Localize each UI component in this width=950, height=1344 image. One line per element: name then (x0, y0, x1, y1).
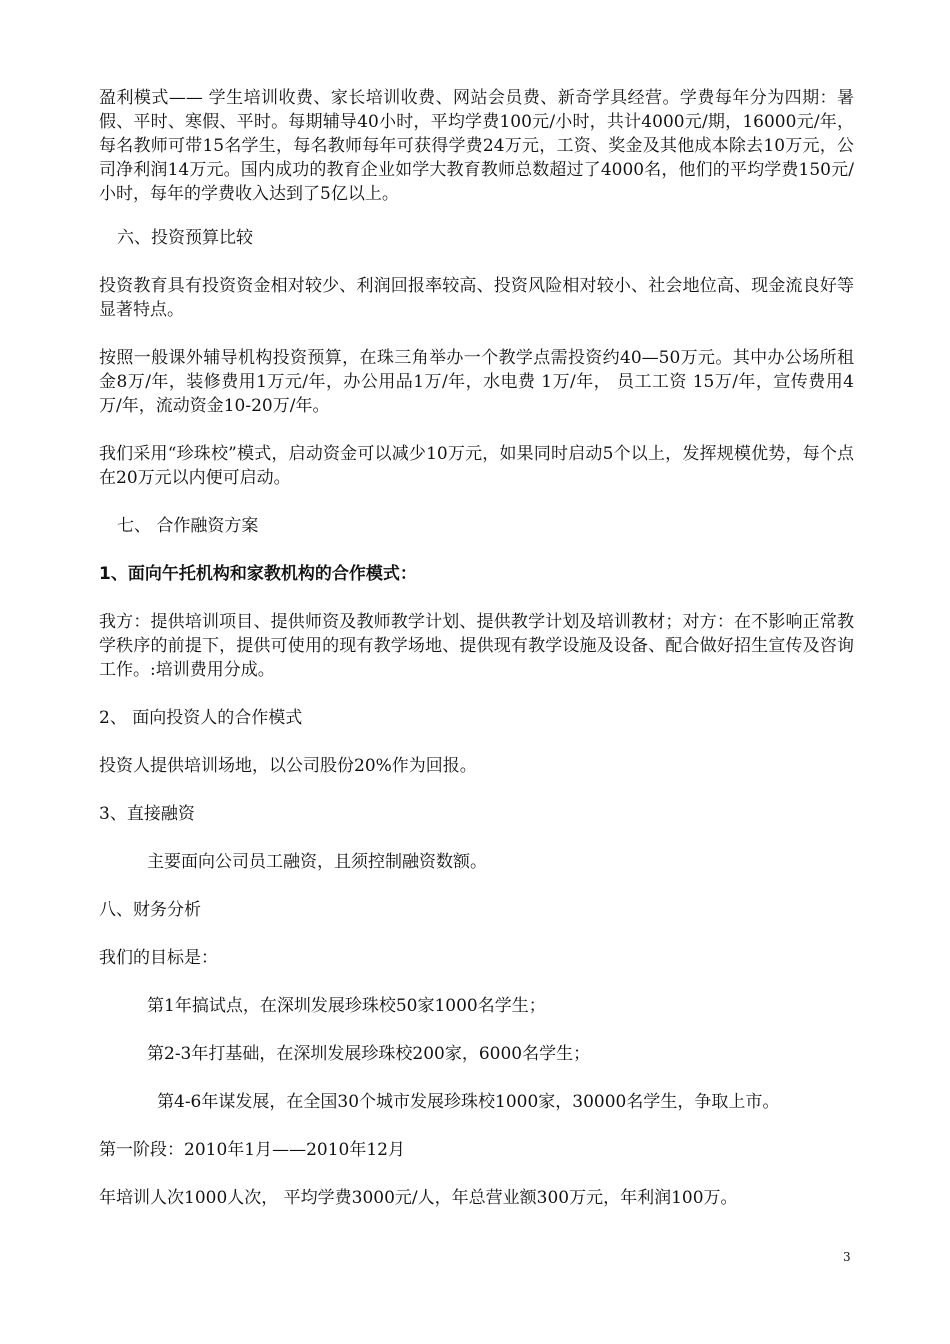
page-number: 3 (843, 1250, 851, 1264)
page-content (99, 86, 854, 1210)
direct-financing-heading: 3、直接融资 (99, 804, 195, 824)
investment-features-paragraph: 投资教育具有投资资金相对较少、利润回报率较高、投资风险相对较小、社会地位高、现金流良好等显著特点。 (99, 276, 854, 320)
stage-1-paragraph: 年培训人次1000人次， 平均学费3000元/人，年总营业额300万元，年利润100万。 (99, 1188, 738, 1208)
investment-budget-paragraph: 按照一般课外辅导机构投资预算，在珠三角举办一个教学点需投资约40—50万元。其中办公场所租金8万/年，装修费用1万元/年，办公用品1万/年，水电费 1万/年， 员工工资 15万/年，宣传费用4万/年，流动资金10-20万/年。 (99, 348, 854, 416)
cooperation-model-2-paragraph: 投资人提供培训场地，以公司股份20%作为回报。 (99, 756, 477, 776)
section-6-heading: 六、投资预算比较 (117, 228, 253, 248)
goal-year-2-3: 第2-3年打基础，在深圳发展珍珠校200家，6000名学生； (147, 1044, 591, 1064)
goals-intro: 我们的目标是： (99, 948, 218, 968)
cooperation-model-1-paragraph: 我方：提供培训项目、提供师资及教师教学计划、提供教学计划及培训教材；对方：在不影响正常教学秩序的前提下，提供可使用的现有教学场地、提供现有教学设施及设备、配合做好招生宣传及咨询工作。:培训费用分成。 (99, 612, 854, 680)
stage-1-heading: 第一阶段：2010年1月——2010年12月 (99, 1140, 405, 1160)
goal-year-1: 第1年搞试点，在深圳发展珍珠校50家1000名学生； (147, 996, 546, 1016)
section-8-heading: 八、财务分析 (99, 900, 201, 920)
goal-year-4-6: 第4-6年谋发展，在全国30个城市发展珍珠校1000家，30000名学生，争取上市。 (157, 1092, 780, 1112)
section-7-heading: 七、 合作融资方案 (117, 516, 259, 536)
pearl-school-model-paragraph: 我们采用“珍珠校”模式，启动资金可以减少10万元，如果同时启动5个以上，发挥规模优势，每个点在20万元以内便可启动。 (99, 444, 854, 488)
cooperation-model-1-heading: 1、面向午托机构和家教机构的合作模式： (99, 564, 417, 584)
cooperation-model-2-heading: 2、 面向投资人的合作模式 (99, 708, 303, 728)
profit-model-paragraph: 盈利模式—— 学生培训收费、家长培训收费、网站会员费、新奇学具经营。学费每年分为四期：暑假、平时、寒假、平时。每期辅导40小时，平均学费100元/小时，共计4000元/期，16000元/年，每名教师可带15名学生，每名教师每年可获得学费24万元，工资、奖金及其他成本除去10万元，公司净利润14万元。国内成功的教育企业如学大教育教师总数超过了4000名，他们的平均学费150元/小时，每年的学费收入达到了5亿以上。 (99, 88, 854, 204)
direct-financing-paragraph: 主要面向公司员工融资，且须控制融资数额。 (147, 852, 487, 872)
